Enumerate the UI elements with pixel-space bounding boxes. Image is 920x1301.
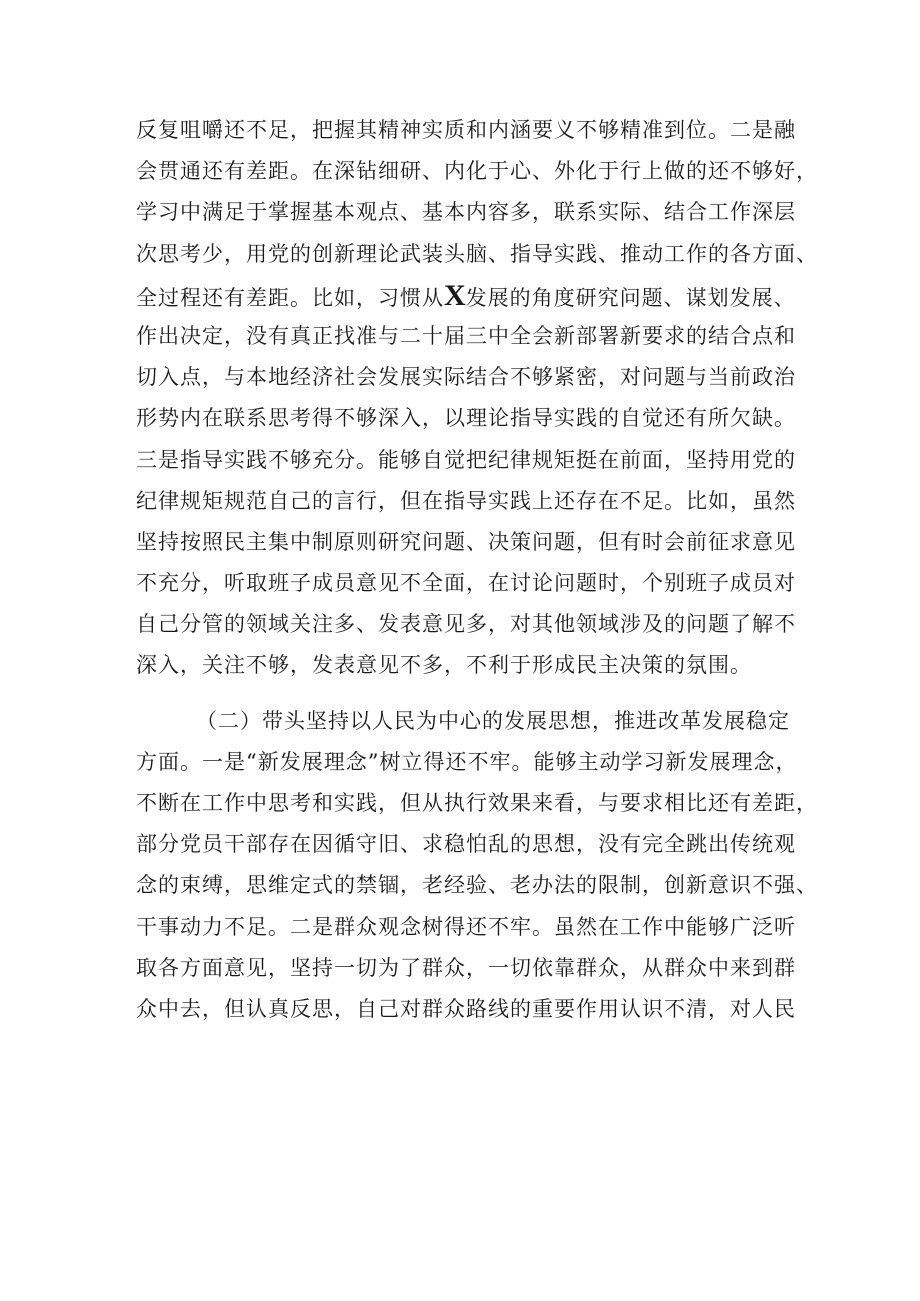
text-line: 部分党员干部存在因循守旧、求稳怕乱的思想，没有完全跳出传统观 <box>136 832 796 857</box>
body-text <box>136 110 818 1030</box>
text-line <box>136 275 796 316</box>
text-line: 次思考少，用党的创新理论武装头脑、指导实践、推动工作的各方面、 <box>136 241 818 266</box>
text-line: 念的束缚，思维定式的禁锢，老经验、老办法的限制，创新意识不强、 <box>136 873 818 898</box>
text-line: 会贯通还有差距。在深钻细研、内化于心、外化于行上做的还不够好， <box>136 159 818 184</box>
text-line: （二）带头坚持以人民为中心的发展思想，推进改革发展稳定 <box>196 708 790 733</box>
text-line: 不断在工作中思考和实践，但从执行效果来看，与要求相比还有差距， <box>136 791 818 815</box>
text-line: 取各方面意见，坚持一切为了群众，一切依靠群众，从群众中来到群 <box>136 955 796 980</box>
text-line: 不充分，听取班子成员意见不全面，在讨论问题时，个别班子成员对 <box>136 571 796 596</box>
text-line: 学习中满足于掌握基本观点、基本内容多，联系实际、结合工作深层 <box>136 200 796 225</box>
text-line: 三是指导实践不够充分。能够自觉把纪律规矩挺在前面，坚持用党的 <box>136 447 796 472</box>
paragraph-2 <box>136 701 818 1031</box>
text-line: 形势内在联系思考得不够深入，以理论指导实践的自觉还有所欠缺。 <box>136 406 796 431</box>
text-line: 自己分管的领域关注多、发表意见多，对其他领域涉及的问题了解不 <box>136 612 796 637</box>
text-line: 切入点，与本地经济社会发展实际结合不够紧密，对问题与当前政治 <box>136 365 796 390</box>
text-segment: 全过程还有差距。比如，习惯从 <box>136 285 444 310</box>
text-line: 反复咀嚼还不足，把握其精神实质和内涵要义不够精准到位。二是融 <box>136 118 796 142</box>
text-line: 坚持按照民主集中制原则研究问题、决策问题，但有时会前征求意见 <box>136 529 796 554</box>
text-line: 纪律规矩规范自己的言行，但在指导实践上还存在不足。比如，虽然 <box>136 488 796 513</box>
enlarged-placeholder-x: X <box>444 278 466 312</box>
text-line: 深入，关注不够，发表意见不多，不利于形成民主决策的氛围。 <box>136 653 752 678</box>
text-line: 干事动力不足。二是群众观念树得还不牢。虽然在工作中能够广泛听 <box>136 914 796 939</box>
text-line: 众中去，但认真反思，自己对群众路线的重要作用认识不清，对人民 <box>136 996 796 1021</box>
paragraph-1 <box>136 110 818 687</box>
text-line: 方面。一是“新发展理念”树立得还不牢。能够主动学习新发展理念， <box>136 749 798 774</box>
text-segment: 发展的角度研究问题、谋划发展、 <box>465 285 796 310</box>
paragraph-gap <box>136 687 796 701</box>
text-line: 作出决定，没有真正找准与二十届三中全会新部署新要求的结合点和 <box>136 323 796 348</box>
